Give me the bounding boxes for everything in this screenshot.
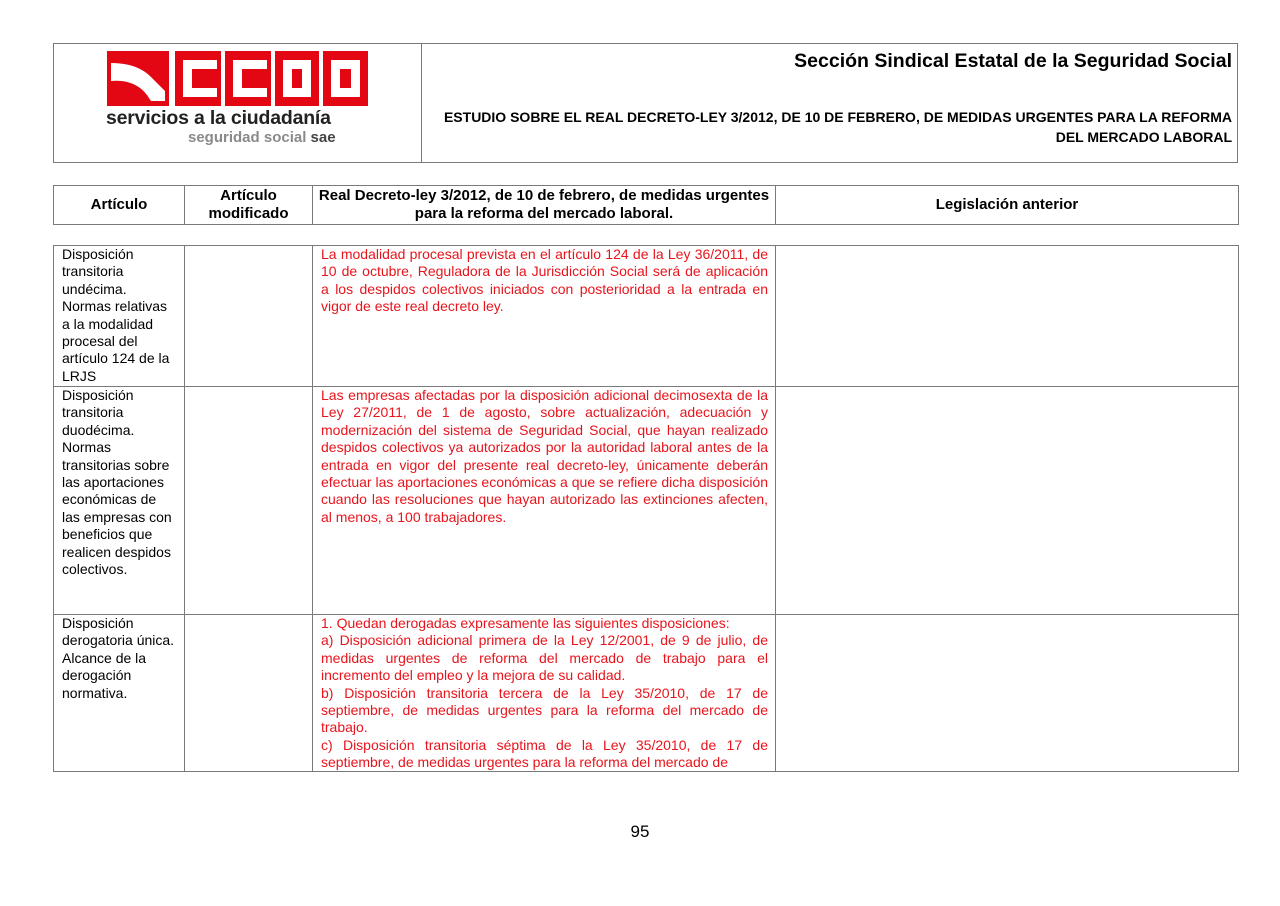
page-number: 95 [630, 822, 650, 841]
modificado-cell [185, 246, 313, 387]
texto-paragraph: a) Disposición adicional primera de la Ley 12/2001, de 9 de julio, de medidas urgentes de reforma del mercado de trabajo para el incremento del empleo y la mejora de su calidad. [321, 632, 768, 684]
column-header-rdl: Real Decreto-ley 3/2012, de 10 de febrero, de medidas urgentes para la reforma del mercado laboral. [313, 186, 776, 225]
texto-cell [313, 246, 776, 387]
logo-tagline: servicios a la ciudadanía [106, 107, 331, 129]
section-title: Sección Sindical Estatal de la Seguridad Social [794, 50, 1232, 72]
texto-paragraph: c) Disposición transitoria séptima de la Ley 35/2010, de 17 de septiembre, de medidas urgentes para la reforma del mercado de [321, 736, 768, 771]
articulo-cell: Disposición transitoria undécima. Normas relativas a la modalidad procesal del artículo 124 de la LRJS [54, 246, 185, 387]
logo-subtagline: seguridad social sae [188, 129, 336, 146]
column-header-articulo: Artículo [54, 186, 185, 225]
column-header-modificado: Artículo modificado [185, 186, 313, 225]
modificado-cell [185, 387, 313, 615]
table-row [54, 615, 1239, 772]
anterior-cell [776, 387, 1239, 615]
articulo-cell: Disposición transitoria duodécima. Normas transitorias sobre las aportaciones económicas de las empresas con beneficios que realicen despidos colectivos. [54, 387, 185, 615]
anterior-cell [776, 246, 1239, 387]
column-header-anterior: Legislación anterior [776, 186, 1239, 225]
table-row [54, 387, 1239, 615]
anterior-cell [776, 615, 1239, 772]
logo-cell [54, 44, 422, 162]
texto-paragraph: b) Disposición transitoria tercera de la Ley 35/2010, de 17 de septiembre, de medidas urgentes para la reforma del mercado de trabajo. [321, 684, 768, 736]
texto-paragraph: Las empresas afectadas por la disposición adicional decimosexta de la Ley 27/2011, de 1 de agosto, sobre actualización, adecuación y modernización del sistema de Seguridad Social, que hayan realizado despidos colectivos ya autorizados por la autoridad laboral antes de la entrada en vigor del presente real decreto-ley, únicamente deberán efectuar las aportaciones económicas a que se refiere dicha disposición cuando las resoluciones que hayan autorizado las extinciones afecten, al menos, a 100 trabajadores. [321, 387, 768, 525]
modificado-cell [185, 615, 313, 772]
texto-clip [321, 615, 768, 771]
study-title: ESTUDIO SOBRE EL REAL DECRETO-LEY 3/2012, DE 10 DE FEBRERO, DE MEDIDAS URGENTES PARA LA REFORMA DEL MERCADO LABORAL [443, 109, 1232, 145]
texto-cell [313, 615, 776, 772]
texto-paragraph: La modalidad procesal prevista en el artículo 124 de la Ley 36/2011, de 10 de octubre, Reguladora de la Jurisdicción Social será de aplicación a los despidos colectivos iniciados con posterioridad a la entrada en vigor de este real decreto ley. [321, 246, 768, 315]
texto-cell [313, 387, 776, 615]
document-header [53, 43, 1238, 163]
title-cell [422, 44, 1237, 162]
ccoo-logo [107, 51, 368, 106]
column-header-table [53, 185, 1239, 225]
texto-paragraph: 1. Quedan derogadas expresamente las siguientes disposiciones: [321, 615, 730, 631]
table-row [54, 246, 1239, 387]
articulo-cell: Disposición derogatoria única. Alcance de la derogación normativa. [54, 615, 185, 772]
content-table [53, 245, 1239, 772]
